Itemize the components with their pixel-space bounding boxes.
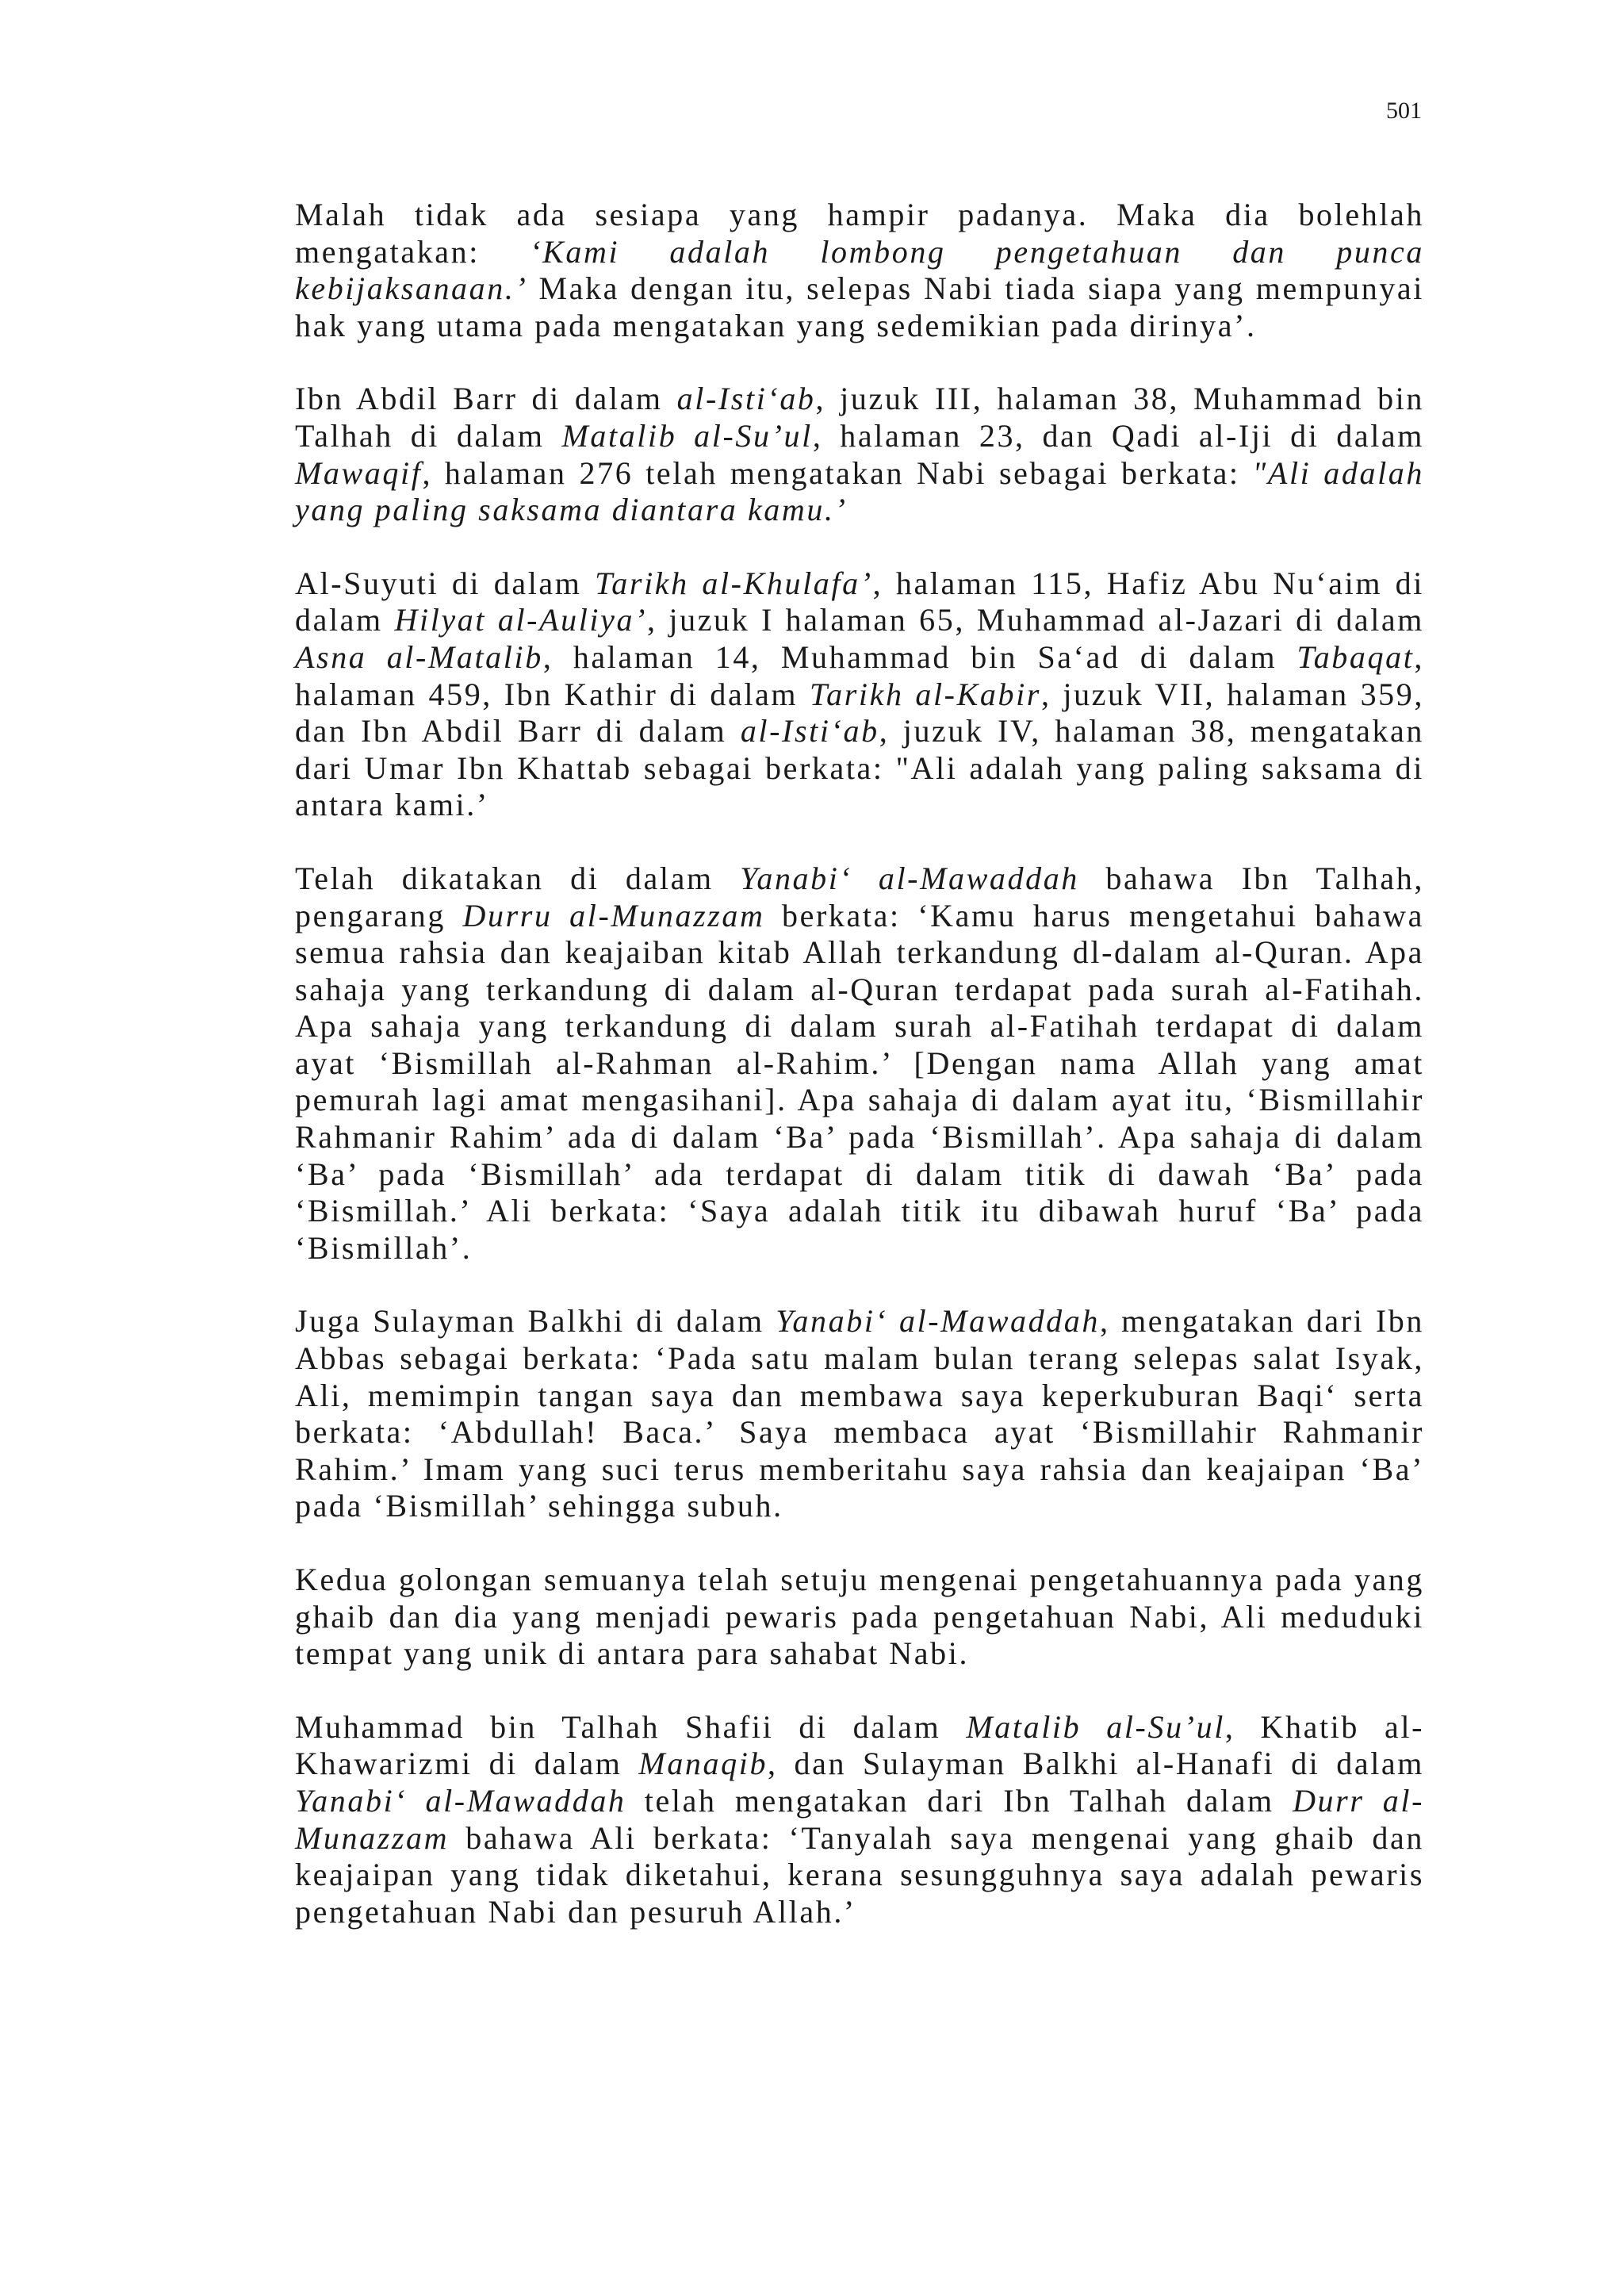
citation-title: Matalib al-Su’ul: [561, 417, 813, 454]
paragraph-1: [295, 197, 1424, 344]
paragraph-2: [295, 381, 1424, 528]
text-segment: , mengatakan dari Ibn Abbas sebagai berkata: ‘Pada satu malam bulan terang selepas salat Isyak, Ali, memimpin tangan saya dan membawa saya keperkuburan Baqi‘ serta berkata: ‘Abdullah! Baca.’ Saya membaca ayat ‘Bismillahir Rahmanir Rahim.’ Imam yang suci terus memberitahu saya rahsia dan keajaipan ‘Ba’ pada ‘Bismillah’ sehingga subuh.: [295, 1303, 1424, 1524]
paragraph-4: [295, 861, 1424, 1267]
citation-title: al-Isti‘ab: [676, 381, 816, 417]
text-segment: , halaman 459, Ibn Kathir di dalam: [295, 638, 1425, 712]
text-segment: Telah dikatakan di dalam: [295, 860, 741, 896]
citation-title: Matalib al-Su’ul: [966, 1708, 1225, 1745]
citation-title: ‘Kami adalah lombong pengetahuan dan punca kebijaksanaan.’: [295, 233, 1424, 307]
text-segment: Malah tidak ada sesiapa yang hampir padanya. Maka dia bolehlah mengatakan:: [295, 197, 1424, 270]
text-segment: telah mengatakan dari Ibn Talhah dalam: [626, 1782, 1293, 1819]
citation-title: Manaqib: [638, 1746, 768, 1782]
text-segment: berkata: ‘Kamu harus mengetahui bahawa semua rahsia dan keajaiban kitab Allah terkandung dl-dalam al-Quran. Apa sahaja yang terkandung di dalam al-Quran terdapat pada surah al-Fatihah. Apa sahaja yang terkandung di dalam surah al-Fatihah terdapat di dalam ayat ‘Bismillah al-Rahman al-Rahim.’ [Dengan nama Allah yang amat pemurah lagi amat mengasihani]. Apa sahaja di dalam ayat itu, ‘Bismillahir Rahmanir Rahim’ ada di dalam ‘Ba’ pada ‘Bismillah’. Apa sahaja di dalam ‘Ba’ pada ‘Bismillah’ ada terdapat di dalam titik di dawah ‘Ba’ pada ‘Bismillah.’ Ali berkata: ‘Saya adalah titik itu dibawah huruf ‘Ba’ pada ‘Bismillah’.: [295, 897, 1424, 1266]
paragraph-7: [295, 1709, 1424, 1931]
text-segment: , Khatib al-Khawarizmi di dalam: [295, 1708, 1424, 1782]
citation-title: "Ali adalah yang paling saksama diantara kamu.’: [295, 454, 1424, 528]
text-segment: bahawa Ibn Talhah, pengarang: [295, 860, 1424, 933]
text-segment: , juzuk IV, halaman 38, mengatakan dari Umar Ibn Khattab sebagai berkata: "Ali adalah yang paling saksama di antara kami.’: [295, 713, 1424, 823]
citation-title: al-Isti‘ab: [740, 713, 879, 749]
citation-title: Tabaqat: [1297, 638, 1415, 675]
text-segment: , halaman 115, Hafiz Abu Nu‘aim di dalam: [295, 565, 1424, 638]
citation-title: Durru al-Munazzam: [462, 897, 765, 933]
text-segment: , halaman 23, dan Qadi al-Iji di dalam: [812, 417, 1424, 454]
citation-title: Mawaqif: [295, 454, 423, 491]
citation-title: Tarikh al-Khulafa’: [595, 565, 873, 601]
citation-title: Yanabi‘ al-Mawaddah: [295, 1782, 626, 1819]
text-segment: , juzuk VII, halaman 359, dan Ibn Abdil Barr di dalam: [295, 676, 1424, 749]
paragraph-6: [295, 1562, 1424, 1673]
citation-title: Asna al-Matalib: [295, 638, 543, 675]
citation-title: Yanabi‘ al-Mawaddah: [740, 860, 1079, 896]
text-segment: Kedua golongan semuanya telah setuju mengenai pengetahuannya pada yang ghaib dan dia yang menjadi pewaris pada pengetahuan Nabi, Ali meduduki tempat yang unik di antara para sahabat Nabi.: [295, 1562, 1424, 1672]
citation-title: Tarikh al-Kabir: [809, 676, 1041, 712]
citation-title: Yanabi‘ al-Mawaddah: [776, 1303, 1100, 1340]
text-segment: Muhammad bin Talhah Shafii di dalam: [295, 1708, 967, 1745]
text-segment: , juzuk III, halaman 38, Muhammad bin Talhah di dalam: [295, 381, 1424, 454]
paragraph-3: [295, 565, 1424, 824]
text-segment: bahawa Ali berkata: ‘Tanyalah saya mengenai yang ghaib dan keajaipan yang tidak diketahui, kerana sesungguhnya saya adalah pewaris pengetahuan Nabi dan pesuruh Allah.’: [295, 1819, 1424, 1930]
text-segment: , halaman 14, Muhammad bin Sa‘ad di dalam: [542, 638, 1297, 675]
citation-title: Durr al-Munazzam: [295, 1782, 1424, 1856]
text-segment: Juga Sulayman Balkhi di dalam: [295, 1303, 776, 1340]
page-number: 501: [1386, 98, 1422, 124]
citation-title: Hilyat al-Auliya’: [394, 602, 648, 638]
text-segment: , juzuk I halaman 65, Muhammad al-Jazari di dalam: [647, 602, 1424, 638]
text-segment: , halaman 276 telah mengatakan Nabi sebagai berkata:: [422, 454, 1253, 491]
text-segment: Al-Suyuti di dalam: [295, 565, 596, 601]
text-segment: Maka dengan itu, selepas Nabi tiada siapa yang mempunyai hak yang utama pada mengatakan yang sedemikian pada dirinya’.: [295, 270, 1424, 343]
paragraph-5: [295, 1303, 1424, 1525]
text-segment: , dan Sulayman Balkhi al-Hanafi di dalam: [768, 1746, 1425, 1782]
body-text: [295, 197, 1424, 1967]
text-segment: Ibn Abdil Barr di dalam: [295, 381, 677, 417]
